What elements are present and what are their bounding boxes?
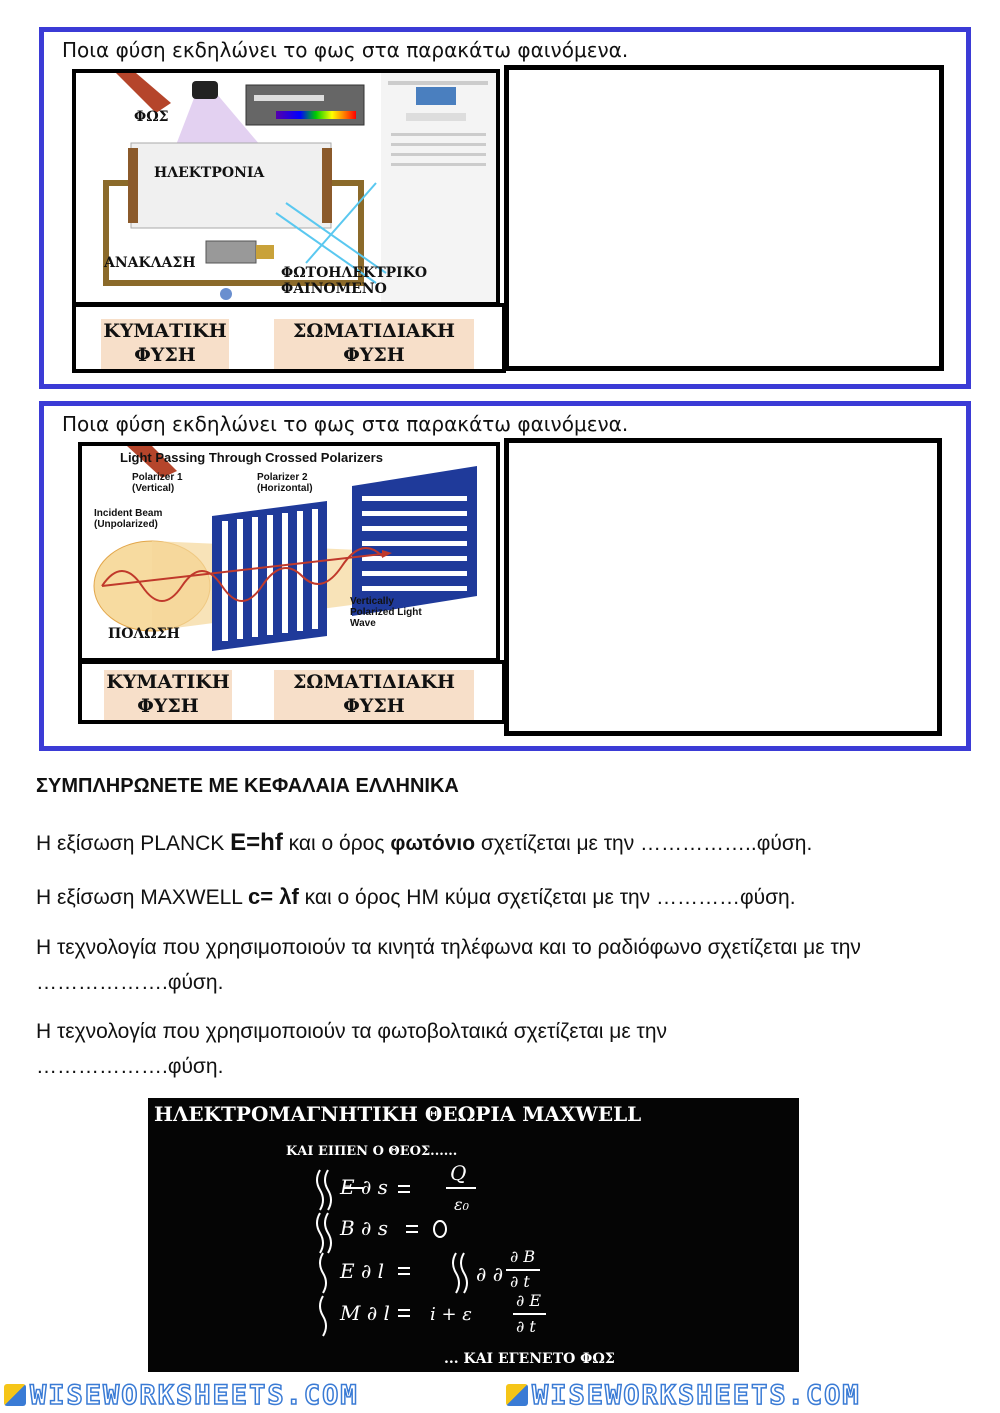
- question-panel-polarization: [39, 401, 971, 751]
- label-polarizer-title: Light Passing Through Crossed Polarizers: [120, 450, 383, 465]
- maxwell-title: ΗΛΕΚΤΡΟΜΑΓΝΗΤΙΚΗ ΘΕΩΡΙΑ MAXWELL: [154, 1102, 642, 1126]
- label-vertical-wave: Vertically Polarized Light Wave: [350, 596, 422, 629]
- label-phenomenon: ΦΑΙΝΟΜΕΝΟ: [281, 281, 387, 297]
- polarization-image: [78, 442, 500, 662]
- watermark-text: WISEWORKSHEETS.COM: [30, 1380, 359, 1411]
- label-electrons: ΗΛΕΚΤΡΟΝΙΑ: [154, 165, 265, 181]
- footer-watermark: [0, 1378, 1000, 1413]
- sentence-planck: [36, 825, 936, 861]
- instructions-heading: ΣΥΜΠΛΗΡΩΝΕΤΕ ΜΕ ΚΕΦΑΛΑΙΑ ΕΛΛΗΝΙΚΑ: [36, 775, 459, 797]
- photoelectric-image: [72, 69, 500, 306]
- svg-text:∂ E: ∂ E: [516, 1291, 542, 1310]
- text: και ο όρος: [282, 832, 391, 855]
- ws-logo-icon: [506, 1384, 528, 1406]
- svg-text:∂ ∂: ∂ ∂: [476, 1262, 504, 1286]
- label-light: ΦΩΣ: [134, 109, 169, 125]
- maxwell-outro: ... ΚΑΙ ΕΓΕΝΕΤΟ ΦΩΣ: [444, 1351, 615, 1367]
- svg-text:∂ B: ∂ B: [510, 1247, 536, 1266]
- maxwell-equations-image: [148, 1098, 799, 1372]
- label-polarization: ΠΟΛΩΣΗ: [108, 626, 180, 642]
- planck-equation: E=hf: [230, 829, 283, 856]
- svg-text:Q: Q: [450, 1161, 467, 1185]
- label-polarizer2: Polarizer 2 (Horizontal): [257, 472, 313, 494]
- label-reflection: ΑΝΑΚΛΑΣΗ: [104, 255, 196, 271]
- svg-text:∂ t: ∂ t: [516, 1317, 536, 1336]
- option-wave-nature[interactable]: ΚΥΜΑΤΙΚΗ ΦΥΣΗ: [104, 670, 232, 720]
- sentence-mobile-radio[interactable]: Η τεχνολογία που χρησιμοποιούν τα κινητά τηλέφωνα και το ραδιόφωνο σχετίζεται με την ……………….φύση.: [36, 936, 861, 994]
- text: Η εξίσωση PLANCK: [36, 832, 231, 855]
- watermark-text: WISEWORKSHEETS.COM: [532, 1380, 861, 1411]
- label-photoelectric: ΦΩΤΟΗΛΕΚΤΡΙΚΟ: [281, 265, 428, 281]
- svg-text:i + ε: i + ε: [430, 1304, 472, 1325]
- text: Η εξίσωση MAXWELL: [36, 886, 249, 909]
- question-panel-photoelectric: [39, 27, 971, 389]
- option-particle-nature[interactable]: ΣΩΜΑΤΙΔΙΑΚΗ ΦΥΣΗ: [274, 319, 474, 369]
- sentence-photovoltaic[interactable]: Η τεχνολογία που χρησιμοποιούν τα φωτοβολταικά σχετίζεται με την ……………….φύση.: [36, 1020, 668, 1078]
- text-blank[interactable]: σχετίζεται με την ……………..φύση.: [475, 832, 813, 855]
- svg-text:B ∂ s: B ∂ s: [340, 1216, 389, 1240]
- option-wave-nature[interactable]: ΚΥΜΑΤΙΚΗ ΦΥΣΗ: [101, 319, 229, 369]
- answer-drop-zone[interactable]: [504, 438, 942, 736]
- svg-text:∂ t: ∂ t: [510, 1272, 530, 1291]
- svg-text:M ∂ l: M ∂ l: [340, 1301, 390, 1325]
- svg-text:E ∂ l: E ∂ l: [340, 1259, 385, 1283]
- maxwell-intro: ΚΑΙ ΕΙΠΕΝ Ο ΘΕΟΣ......: [286, 1144, 458, 1159]
- label-incident-beam: Incident Beam (Unpolarized): [94, 508, 163, 530]
- question-text: Ποια φύση εκδηλώνει το φως στα παρακάτω φαινόμενα.: [62, 412, 629, 436]
- ws-logo-icon: [4, 1384, 26, 1406]
- text-blank[interactable]: και ο όρος ΗΜ κύμα σχετίζεται με την …………φύση.: [298, 886, 796, 909]
- answer-drop-zone[interactable]: [504, 65, 944, 371]
- svg-text:ε₀: ε₀: [454, 1195, 469, 1214]
- term-photon: φωτόνιο: [390, 832, 476, 855]
- svg-text:E ∂ s: E ∂ s: [340, 1175, 388, 1199]
- maxwell-equations-drawing: [148, 1098, 799, 1372]
- label-polarizer1: Polarizer 1 (Vertical): [132, 472, 183, 494]
- option-particle-nature[interactable]: ΣΩΜΑΤΙΔΙΑΚΗ ΦΥΣΗ: [274, 670, 474, 720]
- sentence-maxwell: [36, 879, 936, 915]
- maxwell-equation: c= λf: [248, 884, 299, 909]
- question-text: Ποια φύση εκδηλώνει το φως στα παρακάτω φαινόμενα.: [62, 38, 629, 62]
